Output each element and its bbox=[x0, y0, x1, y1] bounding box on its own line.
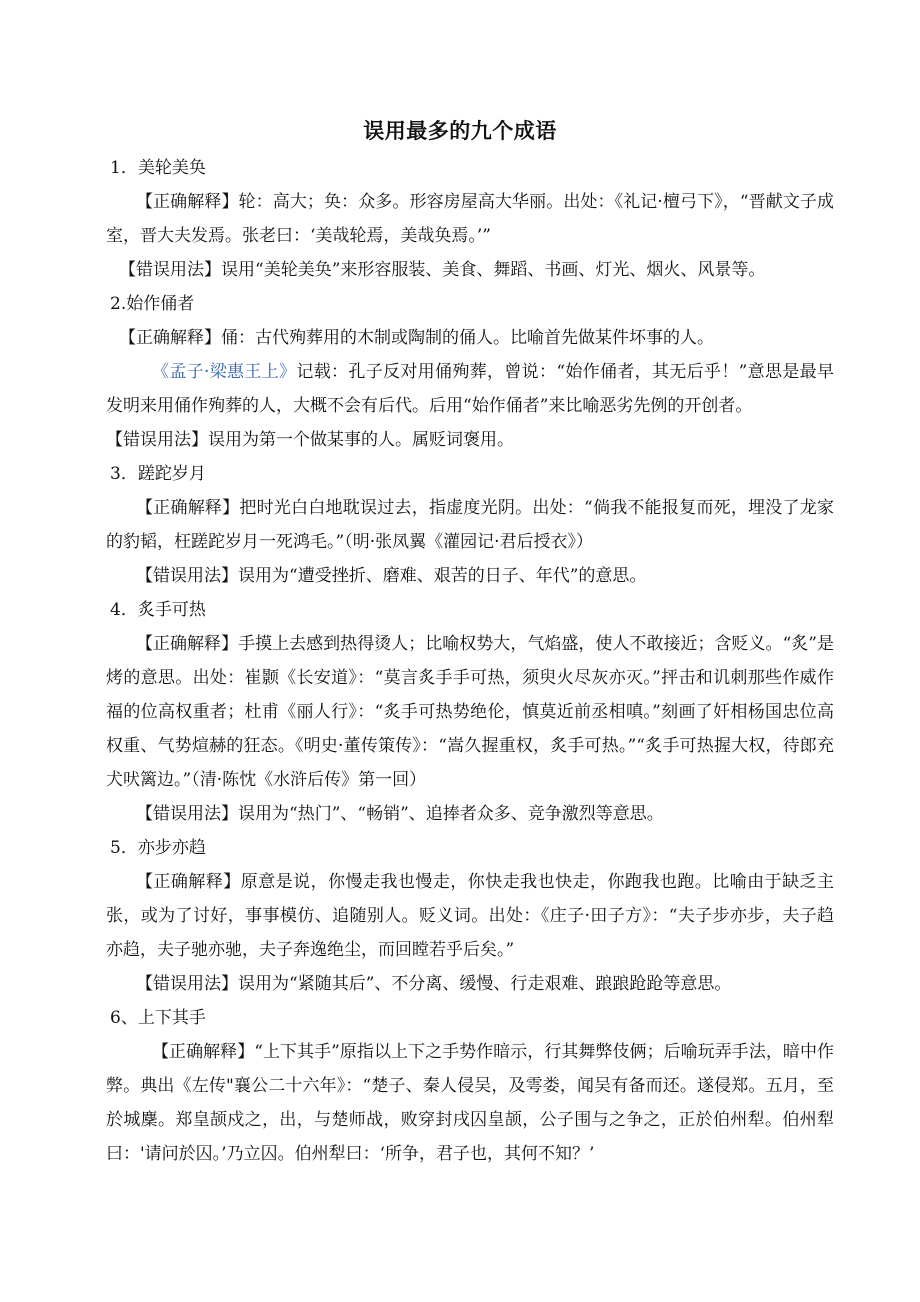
wrong-usage-5: 【错误用法】误用为“紧随其后”、不分离、缓慢、行走艰难、踉踉跄跄等意思。 bbox=[136, 974, 732, 994]
section-heading-2: 2.始作俑者 bbox=[110, 294, 195, 314]
wrong-usage-2: 【错误用法】误用为第一个做某事的人。属贬词褒用。 bbox=[106, 430, 514, 450]
section-heading-5: 5．亦步亦趋 bbox=[110, 838, 206, 858]
section-heading-4: 4．炙手可热 bbox=[110, 600, 206, 620]
wrong-usage-3: 【错误用法】误用为“遭受挫折、磨难、艰苦的日子、年代”的意思。 bbox=[136, 566, 647, 586]
section-heading-6: 6、上下其手 bbox=[110, 1008, 206, 1028]
correct-explanation-6: 【正确解释】“上下其手”原指以上下之手势作暗示，行其舞弊伎俩；后喻玩弄手法，暗中作弊。典出《左传"襄公二十六年》：“楚子、秦人侵吴，及雩娄，闻吴有备而还。遂侵郑。五月，至於城麇。郑皇颉戍之，出，与楚师战，败穿封戌囚皇颉，公子围与之争之，正於伯州犁。伯州犁曰：'请问於囚。’乃立囚。伯州犁曰：‘所争，君子也，其何不知？’ bbox=[106, 1042, 834, 1164]
section-heading-1: 1．美轮美奂 bbox=[110, 158, 206, 178]
correct-explanation-5: 【正确解释】原意是说，你慢走我也慢走，你快走我也快走，你跑我也跑。比喻由于缺乏主张，或为了讨好，事事模仿、追随别人。贬义词。出处：《庄子·田子方》：“夫子步亦步，夫子趋亦趋，夫子驰亦驰，夫子奔逸绝尘，而回瞠若乎后矣。” bbox=[106, 872, 834, 960]
correct-explanation-2: 【正确解释】俑：古代殉葬用的木制或陶制的俑人。比喻首先做某件坏事的人。 bbox=[119, 328, 714, 348]
page-title: 误用最多的九个成语 bbox=[363, 119, 557, 143]
mencius-link[interactable]: 《孟子·梁惠王上》 bbox=[152, 362, 297, 382]
correct-explanation-4: 【正确解释】手摸上去感到热得烫人；比喻权势大，气焰盛，使人不敢接近；含贬义。“炙”是烤的意思。出处：崔颢《长安道》：“莫言炙手手可热，须臾火尽灰亦灭。”抨击和讥刺那些作威作福的位高权重者；杜甫《丽人行》：“炙手可热势绝伦，慎莫近前丞相嗔。”刻画了奸相杨国忠位高权重、气势煊赫的狂态。《明史·董传策传》：“嵩久握重权，炙手可热。”“炙手可热握大权，待郎充犬吠篱边。”（清·陈忱《水浒后传》第一回） bbox=[106, 634, 834, 790]
paragraph-mencius bbox=[106, 355, 834, 423]
mencius-text: 记载：孔子反对用俑殉葬，曾说：“始作俑者，其无后乎！”意思是最早发明来用俑作殉葬的人，大概不会有后代。后用“始作俑者”来比喻恶劣先例的开创者。 bbox=[106, 362, 834, 416]
document-body bbox=[106, 151, 834, 1171]
wrong-usage-4: 【错误用法】误用为“热门”、“畅销”、追捧者众多、竞争激烈等意思。 bbox=[136, 804, 664, 824]
section-heading-3: 3．蹉跎岁月 bbox=[110, 464, 206, 484]
wrong-usage-1: 【错误用法】误用“美轮美奂”来形容服装、美食、舞蹈、书画、灯光、烟火、风景等。 bbox=[119, 260, 766, 280]
correct-explanation-1: 【正确解释】轮：高大；奂：众多。形容房屋高大华丽。出处：《礼记·檀弓下》，“晋献文子成室，晋大夫发焉。张老曰：‘美哉轮焉，美哉奂焉。’” bbox=[106, 192, 834, 246]
correct-explanation-3: 【正确解释】把时光白白地耽误过去，指虚度光阴。出处：“倘我不能报复而死，埋没了龙家的豹韬，枉蹉跎岁月一死鸿毛。”（明·张凤翼《灌园记·君后授衣》） bbox=[106, 498, 834, 552]
